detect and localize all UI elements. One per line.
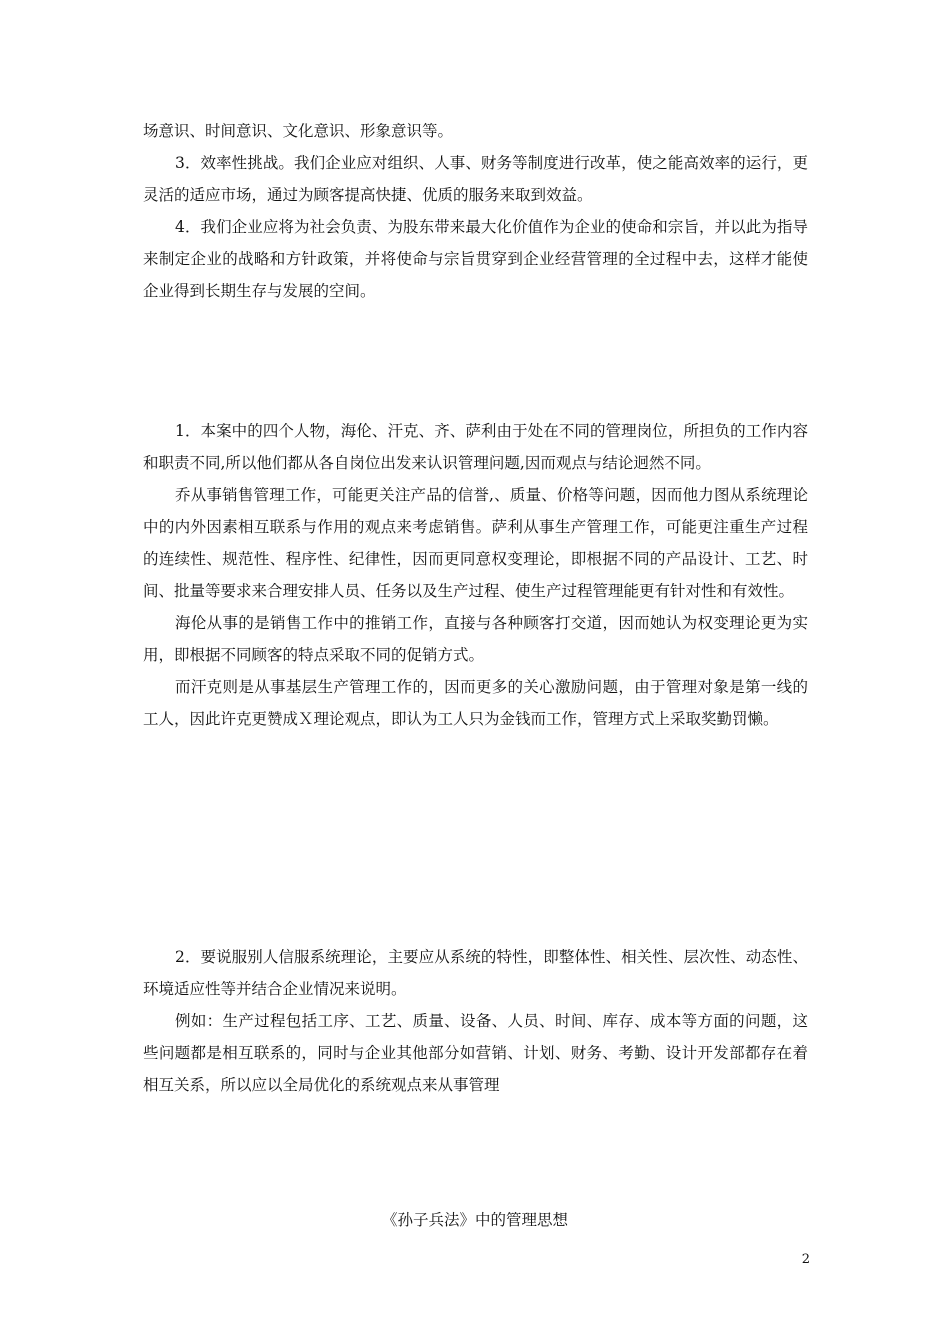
paragraph: 2．要说服别人信服系统理论，主要应从系统的特性，即整体性、相关性、层次性、动态性、环境适应性等并结合企业情况来说明。	[143, 948, 808, 998]
paragraph: 1．本案中的四个人物，海伦、汗克、齐、萨利由于处在不同的管理岗位，所担负的工作内容和职责不同,所以他们都从各自岗位出发来认识管理问题,因而观点与结论迥然不同。	[143, 422, 808, 472]
paragraph: 乔从事销售管理工作，可能更关注产品的信誉,、质量、价格等问题，因而他力图从系统理论中的内外因素相互联系与作用的观点来考虑销售。萨利从事生产管理工作，可能更注重生产过程的连续性、规范性、程序性、纪律性，因而更同意权变理论，即根据不同的产品设计、工艺、时间、批量等要求来合理安排人员、任务以及生产过程、使生产过程管理能更有针对性和有效性。	[143, 486, 808, 600]
section-heading: 《孙子兵法》中的管理思想	[381, 1211, 568, 1229]
paragraph: 场意识、时间意识、文化意识、形象意识等。	[143, 122, 454, 140]
paragraph: 海伦从事的是销售工作中的推销工作，直接与各种顾客打交道，因而她认为权变理论更为实用，即根据不同顾客的特点采取不同的促销方式。	[143, 614, 808, 664]
paragraph: 4．我们企业应将为社会负责、为股东带来最大化价值作为企业的使命和宗旨，并以此为指导来制定企业的战略和方针政策，并将使命与宗旨贯穿到企业经营管理的全过程中去，这样才能使企业得到长期生存与发展的空间。	[143, 218, 808, 300]
paragraph: 而汗克则是从事基层生产管理工作的，因而更多的关心激励问题，由于管理对象是第一线的工人，因此许克更赞成Ｘ理论观点，即认为工人只为金钱而工作，管理方式上采取奖勤罚懒。	[143, 678, 808, 728]
paragraph: 例如：生产过程包括工序、工艺、质量、设备、人员、时间、库存、成本等方面的问题，这些问题都是相互联系的，同时与企业其他部分如营销、计划、财务、考勤、设计开发部都存在着相互关系，所以应以全局优化的系统观点来从事管理	[143, 1012, 808, 1094]
text-section-3	[143, 941, 808, 1101]
paragraph: 3．效率性挑战。我们企业应对组织、人事、财务等制度进行改革，使之能高效率的运行，更灵活的适应市场，通过为顾客提高快捷、优质的服务来取到效益。	[143, 154, 808, 204]
text-section-2	[143, 415, 808, 735]
page-number: 2	[801, 1252, 810, 1267]
text-section-1	[143, 115, 808, 307]
